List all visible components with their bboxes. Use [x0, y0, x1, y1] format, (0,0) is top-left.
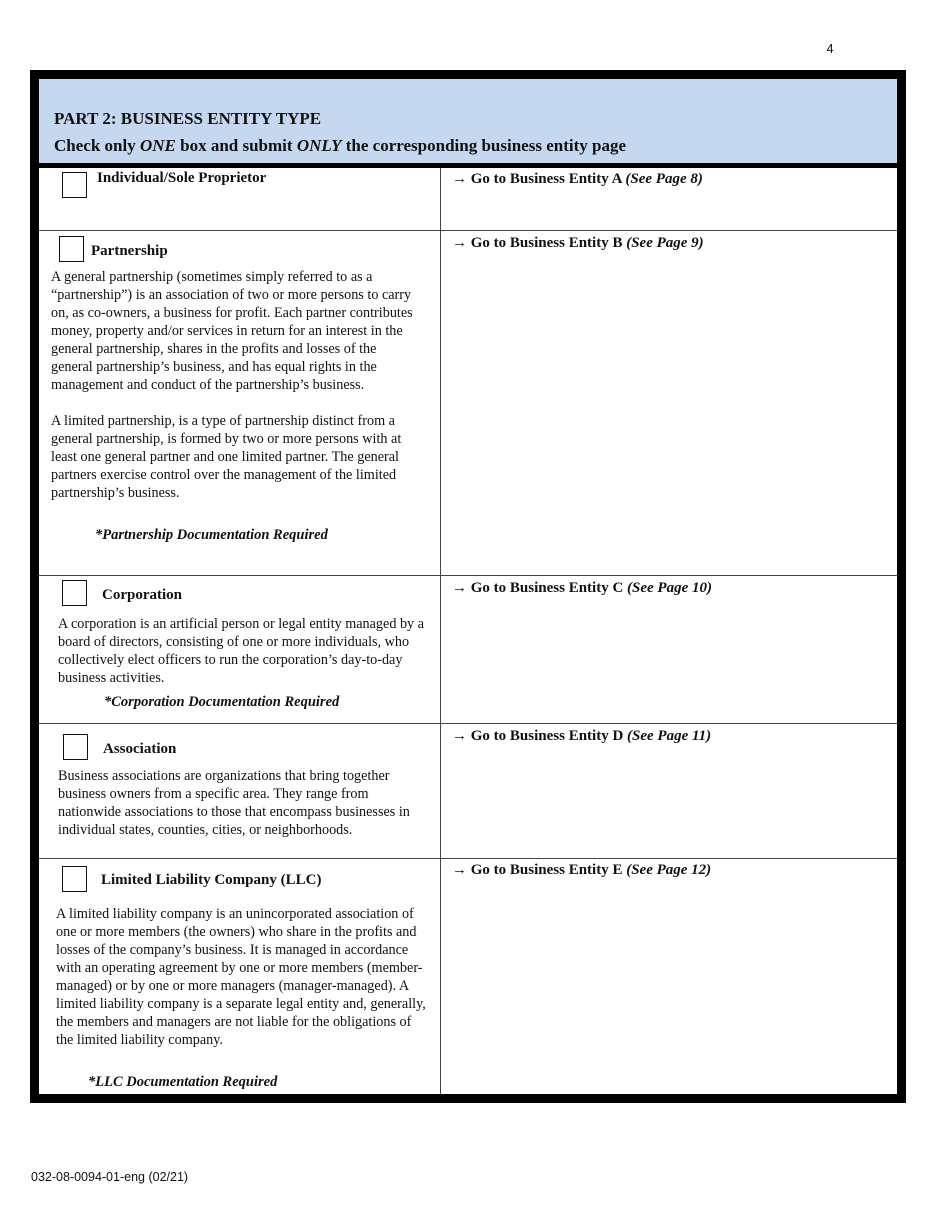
corporation-label: Corporation — [102, 587, 182, 603]
business-entity-form — [30, 70, 906, 1103]
corporation-description — [58, 615, 426, 687]
sole-proprietor-checkbox[interactable] — [62, 172, 87, 198]
partnership-limited-paragraph: A limited partnership, is a type of partnership distinct from a general partnership, is formed by two or more persons with at least one general partner and one limited partner. The general partners exercise control over the management of the limited partnership’s business. — [51, 413, 402, 501]
llc-description — [56, 905, 428, 1049]
page-number: 4 — [826, 41, 834, 56]
llc-label: Limited Liability Company (LLC) — [101, 872, 322, 888]
part-instructions: Check only ONE box and submit ONLY the corresponding business entity page — [54, 136, 626, 155]
llc-doc-required: *LLC Documentation Required — [88, 1074, 278, 1090]
goto-entity-c: → Go to Business Entity C (See Page 10) — [452, 580, 712, 596]
partnership-general-paragraph: A general partnership (sometimes simply referred to as a “partnership”) is an association of two or more persons to carry on, as co-owners, a business for profit. Each partner contributes money, property and/or services in return for an interest in the general partnership, shares in the profits and losses of the general partnership’s business, and has equal rights in the management and conduct of the partnership’s business. — [51, 269, 413, 393]
entity-row-association — [39, 724, 897, 858]
entity-row-partnership — [39, 231, 897, 575]
llc-checkbox[interactable] — [62, 866, 87, 892]
partnership-checkbox[interactable] — [59, 236, 84, 262]
goto-entity-e: → Go to Business Entity E (See Page 12) — [452, 862, 712, 878]
corporation-paragraph: A corporation is an artificial person or legal entity managed by a board of directors, consisting of one or more individuals, who collectively elect officers to run the corporation’s day-to-day business activities. — [58, 616, 424, 686]
sole-proprietor-label: Individual/Sole Proprietor — [97, 170, 267, 186]
llc-paragraph: A limited liability company is an unincorporated association of one or more members (the owners) who share in the profits and losses of the company’s business. It is managed in accordance with an operating agreement by one or more members (member-managed) or by one or more managers (manager-managed). A limited liability company is a separate legal entity and, generally, the members and managers are not liable for the obligations of the limited liability company. — [56, 906, 426, 1048]
association-paragraph: Business associations are organizations that bring together business owners from a specific area. They range from nationwide associations to those that encompass businesses in individual states, counties, cities, or neighborhoods. — [58, 768, 410, 838]
form-code: 032-08-0094-01-eng (02/21) — [31, 1170, 189, 1184]
goto-entity-a: → Go to Business Entity A (See Page 8) — [452, 171, 703, 187]
entity-row-llc — [39, 859, 897, 1095]
partnership-label: Partnership — [91, 243, 168, 259]
association-label: Association — [103, 741, 177, 757]
association-checkbox[interactable] — [63, 734, 88, 760]
entity-row-sole-proprietor — [39, 168, 897, 230]
partnership-description — [51, 268, 419, 502]
part-header — [39, 79, 897, 166]
entity-row-corporation — [39, 576, 897, 723]
corporation-doc-required: *Corporation Documentation Required — [104, 694, 340, 710]
part-title: PART 2: BUSINESS ENTITY TYPE — [54, 109, 322, 128]
goto-entity-d: → Go to Business Entity D (See Page 11) — [452, 728, 712, 744]
partnership-doc-required: *Partnership Documentation Required — [95, 527, 328, 543]
association-description — [58, 767, 426, 839]
goto-entity-b: → Go to Business Entity B (See Page 9) — [452, 235, 704, 251]
corporation-checkbox[interactable] — [62, 580, 87, 606]
